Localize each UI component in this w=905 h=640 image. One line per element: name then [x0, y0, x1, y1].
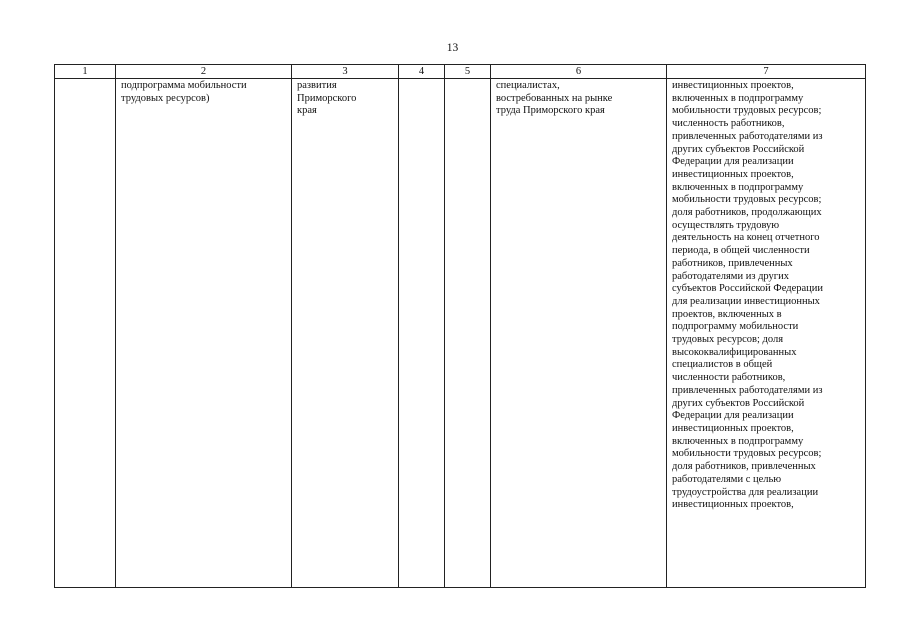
column-header-2: 2 [116, 65, 292, 79]
column-header-7: 7 [667, 65, 866, 79]
page-number: 13 [446, 42, 459, 54]
cell-col3 [292, 79, 399, 588]
cell-col4 [399, 79, 445, 588]
cell-col2 [116, 79, 292, 588]
column-header-1: 1 [55, 65, 116, 79]
table-row [55, 79, 866, 588]
document-table [54, 64, 866, 588]
column-header-6: 6 [491, 65, 667, 79]
cell-col6-text: специалистах, востребованных на рынке труда Приморского края [496, 80, 613, 117]
cell-col1 [55, 79, 116, 588]
cell-col3-text: развития Приморского края [297, 80, 357, 117]
cell-col2-text: подпрограмма мобильности трудовых ресурсов) [121, 80, 247, 104]
table-header-row [55, 65, 866, 79]
column-header-4: 4 [399, 65, 445, 79]
cell-col7 [667, 79, 866, 588]
cell-col7-text: инвестиционных проектов, включенных в подпрограмму мобильности трудовых ресурсов; численность работников, привлеченных работодателями из других субъектов Российской Федерации для реализации инвестиционных проектов, включенных в подпрограмму мобильности трудовых ресурсов; доля работников, продолжающих осуществлять трудовую деятельность на конец отчетного периода, в общей численности работников, привлеченных работодателями из других субъектов Российской Федерации для реализации инвестиционных проектов, включенных в подпрограмму мобильности трудовых ресурсов; доля высококвалифицированных специалистов в общей численности работников, привлеченных работодателями из других субъектов Российской Федерации для реализации инвестиционных проектов, включенных в подпрограмму мобильности трудовых ресурсов; доля работников, привлеченных работодателями с целью трудоустройства для реализации инвестиционных проектов, [672, 80, 824, 511]
cell-col5 [445, 79, 491, 588]
column-header-5: 5 [445, 65, 491, 79]
cell-col6 [491, 79, 667, 588]
column-header-3: 3 [292, 65, 399, 79]
